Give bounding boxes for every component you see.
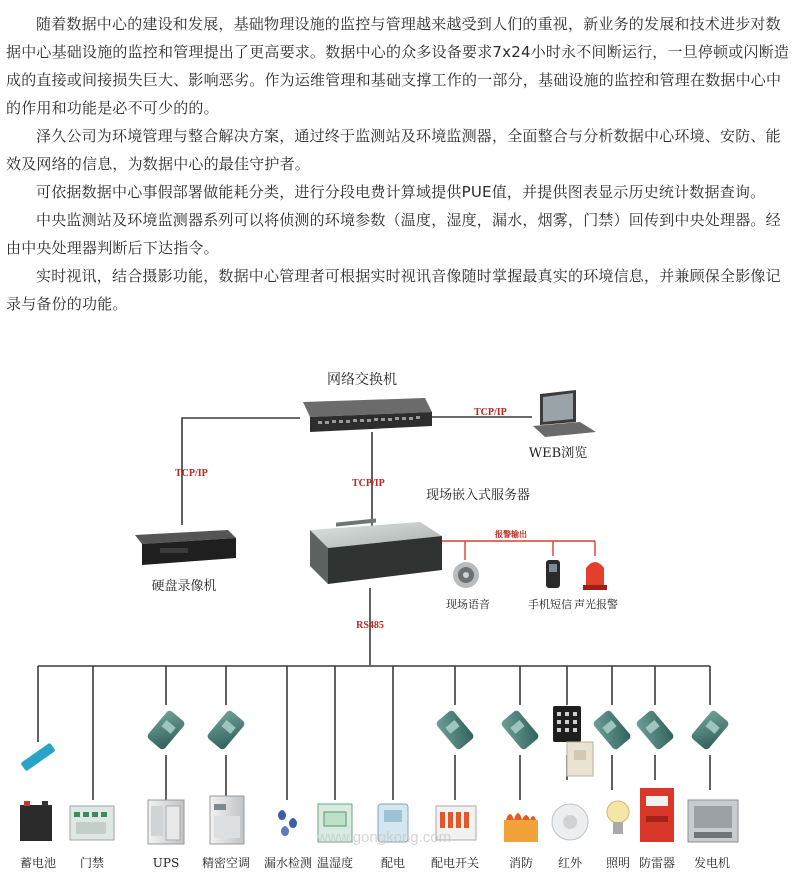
fire-icon xyxy=(504,813,538,842)
paragraph: 泽久公司为环境管理与整合解决方案，通过终于监测站及环境监测器，全面整合与分析数据中心环境、安防、能效及网络的信息，为数据中心的最佳守护者。 xyxy=(6,127,781,173)
infrared-sensor-icon xyxy=(552,804,588,840)
monitor-module xyxy=(635,709,675,751)
paragraph: 中央监测站及环境监测器系列可以将侦测的环境参数（温度，湿度，漏水，烟雾，门禁）回传到中央处理器。经由中央处理器判断后下达指令。 xyxy=(6,211,781,257)
switch-label: 网络交换机 xyxy=(327,372,397,388)
rs485-label: RS485 xyxy=(356,620,384,631)
device-label: 发电机 xyxy=(693,856,731,870)
web-label: WEB浏览 xyxy=(528,446,588,461)
network-switch xyxy=(303,371,432,432)
monitor-module xyxy=(592,709,632,751)
device-label: 配电开关 xyxy=(430,856,480,870)
battery-strip xyxy=(20,743,55,772)
web-laptop xyxy=(529,390,596,461)
paragraph: 可依据数据中心事假部署做能耗分类，进行分段电费计算域提供PUE值，并提供图表显示历史统计数据查询。 xyxy=(36,183,766,201)
siren-icon xyxy=(583,562,607,590)
device-label: UPS xyxy=(152,856,180,870)
device-label: 防雷器 xyxy=(638,856,676,870)
alarm-output-label: 报警输出 xyxy=(495,530,527,539)
device-label: 消防 xyxy=(508,856,534,870)
battery-icon xyxy=(20,801,52,841)
watermark: www.gongkong.com xyxy=(316,829,452,846)
voice-label: 现场语音 xyxy=(446,598,490,611)
mobile-phone-icon xyxy=(546,560,560,588)
keypad-icon xyxy=(553,706,581,742)
description-text xyxy=(6,10,792,318)
monitor-module xyxy=(146,709,186,751)
tcpip-label-server: TCP/IP xyxy=(352,478,385,489)
dvr-label: 硬盘录像机 xyxy=(151,579,217,594)
precision-ac-icon xyxy=(210,796,244,844)
server-label: 现场嵌入式服务器 xyxy=(425,488,531,503)
water-leak-icon xyxy=(278,810,297,836)
ups-icon xyxy=(148,800,184,844)
light-bulb-icon xyxy=(607,801,629,834)
system-topology-diagram xyxy=(0,360,800,882)
device-labels xyxy=(20,855,730,870)
generator-icon xyxy=(688,800,738,842)
device-label: 红外 xyxy=(557,856,583,870)
speaker-icon xyxy=(446,562,490,611)
siren-label: 声光报警 xyxy=(574,598,618,611)
device-label: 照明 xyxy=(605,856,631,870)
access-control-icon xyxy=(70,806,114,840)
dvr xyxy=(135,530,236,594)
monitor-module xyxy=(690,709,730,751)
sms-label: 手机短信 xyxy=(528,598,572,611)
card-reader-icon xyxy=(567,742,593,776)
device-label: 配电 xyxy=(380,856,406,870)
device-label: 温湿度 xyxy=(316,856,354,870)
device-label: 门禁 xyxy=(79,856,105,870)
monitor-modules xyxy=(146,706,730,776)
monitor-module xyxy=(500,709,540,751)
monitor-module xyxy=(435,709,475,751)
tcpip-label-web: TCP/IP xyxy=(474,407,507,418)
paragraph: 实时视讯，结合摄影功能，数据中心管理者可根据实时视讯音像随时掌握最真实的环境信息，并兼顾保全影像记录与备份的功能。 xyxy=(6,267,781,313)
surge-protector-icon xyxy=(640,788,674,842)
alarm-output-lines xyxy=(440,541,595,560)
paragraph: 随着数据中心的建设和发展，基础物理设施的监控与管理越来越受到人们的重视，新业务的发展和技术进步对数据中心基础设施的监控和管理提出了更高要求。数据中心的众多设备要求7x24小时永不间断运行，一旦停顿或闪断造成的直接或间接损失巨大、影响恶劣。作为运维管理和基础支撑工作的一部分，基础设施的监控和管理在数据中心中的作用和功能是必不可少的的。 xyxy=(6,15,790,117)
monitor-module xyxy=(206,709,246,751)
device-label: 漏水检测 xyxy=(263,856,313,870)
device-label: 蓄电池 xyxy=(19,856,57,870)
tcpip-label-dvr: TCP/IP xyxy=(175,468,208,479)
device-label: 精密空调 xyxy=(201,856,251,870)
